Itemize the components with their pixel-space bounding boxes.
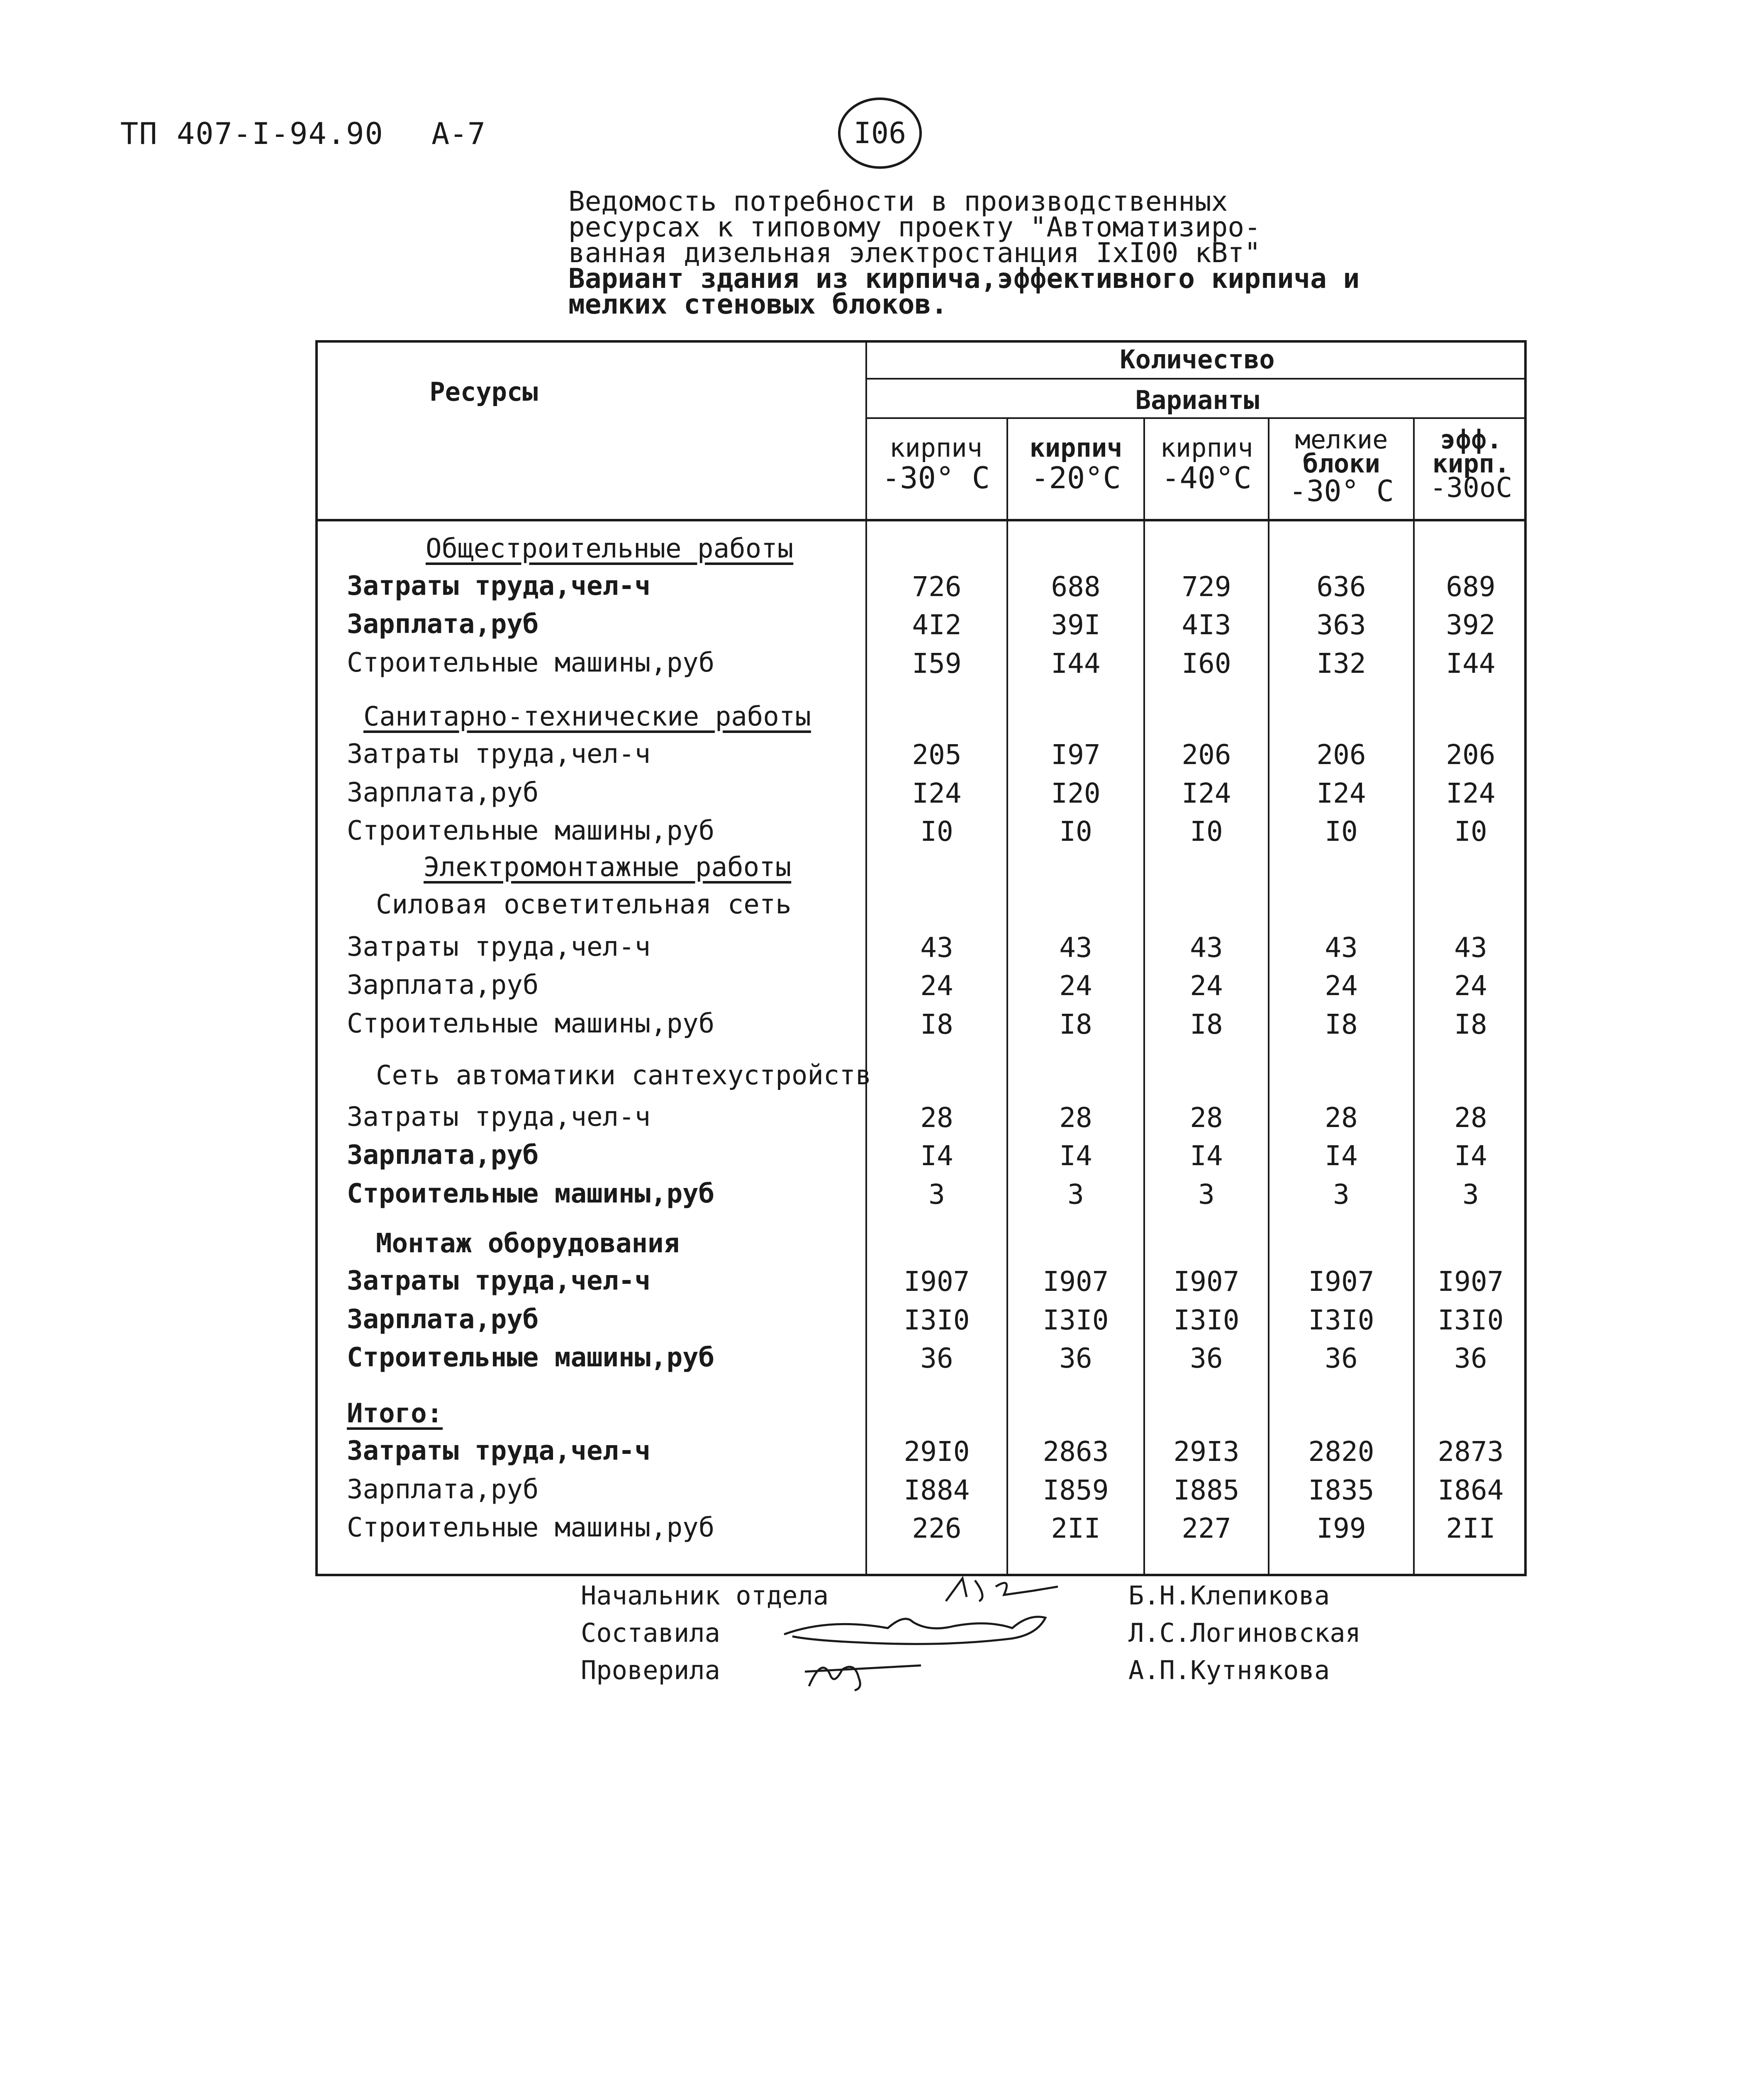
value-cell: I884 (904, 1474, 970, 1506)
value-cell: 36 (1190, 1342, 1223, 1374)
value-cell: 2863 (1043, 1436, 1109, 1468)
value-cell: I97 (1051, 739, 1101, 771)
value-cell: I864 (1438, 1474, 1504, 1506)
sheet-code: А-7 (431, 116, 486, 151)
value-cell: 24 (1325, 970, 1358, 1002)
signature-mark-compiled (780, 1605, 1079, 1651)
value-cell: I4 (920, 1140, 953, 1172)
value-cell: 43 (920, 932, 953, 964)
variant-5-line-3: -30оС (1430, 472, 1513, 504)
row-label: Строительные машины,руб (347, 1512, 715, 1543)
value-cell: 2820 (1308, 1436, 1374, 1468)
signature-name-head: Б.Н.Клепикова (1128, 1580, 1330, 1611)
signature-role-compiled: Составила (581, 1618, 720, 1648)
value-cell: 43 (1454, 932, 1487, 964)
value-cell: I8 (1454, 1008, 1487, 1040)
value-cell: 688 (1051, 571, 1101, 603)
value-cell: I907 (904, 1266, 970, 1297)
value-cell: 3 (1067, 1178, 1084, 1210)
value-cell: I907 (1438, 1266, 1504, 1297)
variant-2-line-1: кирпич (1029, 433, 1123, 463)
page-number-text: I06 (853, 116, 906, 150)
subsection-power-lighting-title: Силовая осветительная сеть (376, 889, 792, 920)
section-electrical-title: Электромонтажные работы (424, 852, 792, 883)
value-cell: 4I3 (1182, 609, 1231, 641)
value-cell: 24 (1190, 970, 1223, 1002)
signature-mark-checked (797, 1649, 946, 1694)
resource-table (315, 340, 1527, 1576)
value-cell: 227 (1182, 1512, 1231, 1544)
row-label: Затраты труда,чел-ч (347, 571, 651, 601)
variant-4-header (1270, 424, 1413, 508)
value-cell: 2II (1446, 1512, 1496, 1544)
variant-1-line-1: кирпич (889, 433, 982, 463)
value-cell: 28 (1454, 1102, 1487, 1134)
value-cell: I0 (1454, 815, 1487, 847)
value-cell: 39I (1051, 609, 1101, 641)
row-label: Строительные машины,руб (347, 648, 715, 678)
signature-role-checked: Проверила (581, 1655, 720, 1685)
value-cell: I8 (920, 1008, 953, 1040)
value-cell: 3 (928, 1178, 945, 1210)
value-cell: I8 (1190, 1008, 1223, 1040)
value-cell: 43 (1190, 932, 1223, 964)
row-label: Зарплата,руб (347, 777, 539, 808)
value-cell: 43 (1059, 932, 1092, 964)
value-cell: 206 (1182, 739, 1231, 771)
value-cell: 3 (1198, 1178, 1215, 1210)
value-cell: 28 (1059, 1102, 1092, 1134)
value-cell: 29I3 (1173, 1436, 1240, 1468)
signature-name-checked: А.П.Кутнякова (1128, 1655, 1330, 1685)
value-cell: I3I0 (1173, 1304, 1240, 1336)
value-cell: I8 (1325, 1008, 1358, 1040)
value-cell: 3 (1462, 1178, 1479, 1210)
row-label: Зарплата,руб (347, 1304, 539, 1335)
row-label: Затраты труда,чел-ч (347, 1102, 651, 1132)
value-cell: I4 (1059, 1140, 1092, 1172)
value-cell: I99 (1316, 1512, 1366, 1544)
value-cell: 4I2 (912, 609, 962, 641)
value-cell: I907 (1043, 1266, 1109, 1297)
title-line-5: мелких стеновых блоков. (568, 288, 948, 320)
value-cell: 28 (1325, 1102, 1358, 1134)
value-cell: I3I0 (1308, 1304, 1374, 1336)
value-cell: 2873 (1438, 1436, 1504, 1468)
variant-1-header (867, 433, 1004, 495)
value-cell: I24 (912, 777, 962, 809)
header-line-quantity (865, 378, 1524, 380)
signature-role-head: Начальник отдела (581, 1580, 829, 1611)
value-cell: I885 (1173, 1474, 1240, 1506)
variant-3-line-1: кирпич (1160, 433, 1253, 463)
variant-5-line-2: кирп. (1432, 448, 1510, 479)
value-cell: I24 (1316, 777, 1366, 809)
value-cell: 36 (920, 1342, 953, 1374)
value-cell: 36 (1454, 1342, 1487, 1374)
variant-4-line-3: -30° С (1289, 474, 1394, 508)
value-cell: I3I0 (1043, 1304, 1109, 1336)
value-cell: I44 (1446, 648, 1496, 679)
value-cell: I859 (1043, 1474, 1109, 1506)
value-cell: I8 (1059, 1008, 1092, 1040)
document-title (568, 185, 1398, 320)
section-total-title: Итого: (347, 1398, 443, 1429)
value-cell: 36 (1325, 1342, 1358, 1374)
header-variants: Варианты (1135, 385, 1260, 415)
value-cell: 206 (1446, 739, 1496, 771)
value-cell: I0 (1325, 815, 1358, 847)
row-label: Строительные машины,руб (347, 1342, 715, 1373)
value-cell: 636 (1316, 571, 1366, 603)
signature-name-compiled: Л.С.Логиновская (1128, 1618, 1361, 1648)
page-number (838, 97, 922, 169)
title-line-4: Вариант здания из кирпича,эффективного кирпича и (568, 263, 1360, 295)
value-cell: I907 (1173, 1266, 1240, 1297)
title-line-3: ванная дизельная электростанция IxI00 кВт" (568, 237, 1261, 269)
variant-4-line-2: блоки (1303, 448, 1380, 479)
row-label: Зарплата,руб (347, 970, 539, 1000)
value-cell: I44 (1051, 648, 1101, 679)
row-label: Зарплата,руб (347, 1140, 539, 1171)
value-cell: 29I0 (904, 1436, 970, 1468)
value-cell: I4 (1325, 1140, 1358, 1172)
value-cell: 24 (920, 970, 953, 1002)
row-label: Затраты труда,чел-ч (347, 932, 651, 962)
value-cell: 729 (1182, 571, 1231, 603)
header-quantity: Количество (1120, 344, 1275, 375)
variant-2-line-2: -20°С (1031, 460, 1121, 495)
value-cell: 726 (912, 571, 962, 603)
header-line-variants (865, 417, 1524, 419)
value-cell: 24 (1059, 970, 1092, 1002)
value-cell: 2II (1051, 1512, 1101, 1544)
value-cell: I0 (1190, 815, 1223, 847)
value-cell: 36 (1059, 1342, 1092, 1374)
row-label: Зарплата,руб (347, 1474, 539, 1505)
variant-5-line-1: эфф. (1440, 424, 1502, 455)
value-cell: I0 (1059, 815, 1092, 847)
value-cell: 24 (1454, 970, 1487, 1002)
variant-2-header (1009, 433, 1143, 495)
variant-3-header (1145, 433, 1268, 495)
value-cell: 28 (920, 1102, 953, 1134)
header-resources: Ресурсы (429, 377, 538, 407)
section-general-title: Общестроительные работы (426, 533, 794, 564)
variant-1-line-2: -30° С (882, 460, 990, 495)
header-line-bottom (318, 519, 1524, 521)
row-label: Зарплата,руб (347, 609, 539, 640)
value-cell: I24 (1182, 777, 1231, 809)
variant-3-line-2: -40°С (1162, 460, 1252, 495)
variant-4-line-1: мелкие (1295, 424, 1388, 455)
subsection-equipment-title: Монтаж оборудования (376, 1228, 680, 1259)
value-cell: I24 (1446, 777, 1496, 809)
subsection-automation-title: Сеть автоматики сантехустройств (376, 1060, 872, 1091)
value-cell: I60 (1182, 648, 1231, 679)
row-label: Затраты труда,чел-ч (347, 1266, 651, 1296)
value-cell: I4 (1454, 1140, 1487, 1172)
value-cell: 689 (1446, 571, 1496, 603)
value-cell: 28 (1190, 1102, 1223, 1134)
value-cell: 392 (1446, 609, 1496, 641)
row-label: Затраты труда,чел-ч (347, 1436, 651, 1466)
value-cell: 226 (912, 1512, 962, 1544)
row-label: Строительные машины,руб (347, 815, 715, 846)
value-cell: 205 (912, 739, 962, 771)
value-cell: 3 (1333, 1178, 1350, 1210)
value-cell: I0 (920, 815, 953, 847)
value-cell: I907 (1308, 1266, 1374, 1297)
variant-5-header (1415, 424, 1527, 504)
row-label: Затраты труда,чел-ч (347, 739, 651, 769)
value-cell: I32 (1316, 648, 1366, 679)
value-cell: 363 (1316, 609, 1366, 641)
value-cell: 43 (1325, 932, 1358, 964)
document-code: ТП 407-I-94.90 (120, 116, 384, 151)
signature-mark-head (938, 1572, 1070, 1609)
value-cell: 206 (1316, 739, 1366, 771)
value-cell: I3I0 (904, 1304, 970, 1336)
section-sanitary-title: Санитарно-технические работы (363, 701, 811, 732)
row-label: Строительные машины,руб (347, 1008, 715, 1039)
row-label: Строительные машины,руб (347, 1178, 715, 1209)
value-cell: I3I0 (1438, 1304, 1504, 1336)
value-cell: I20 (1051, 777, 1101, 809)
value-cell: I4 (1190, 1140, 1223, 1172)
value-cell: I59 (912, 648, 962, 679)
value-cell: I835 (1308, 1474, 1374, 1506)
title-line-2: ресурсах к типовому проекту "Автоматизиро- (568, 211, 1261, 243)
title-line-1: Ведомость потребности в производственных (568, 185, 1228, 217)
